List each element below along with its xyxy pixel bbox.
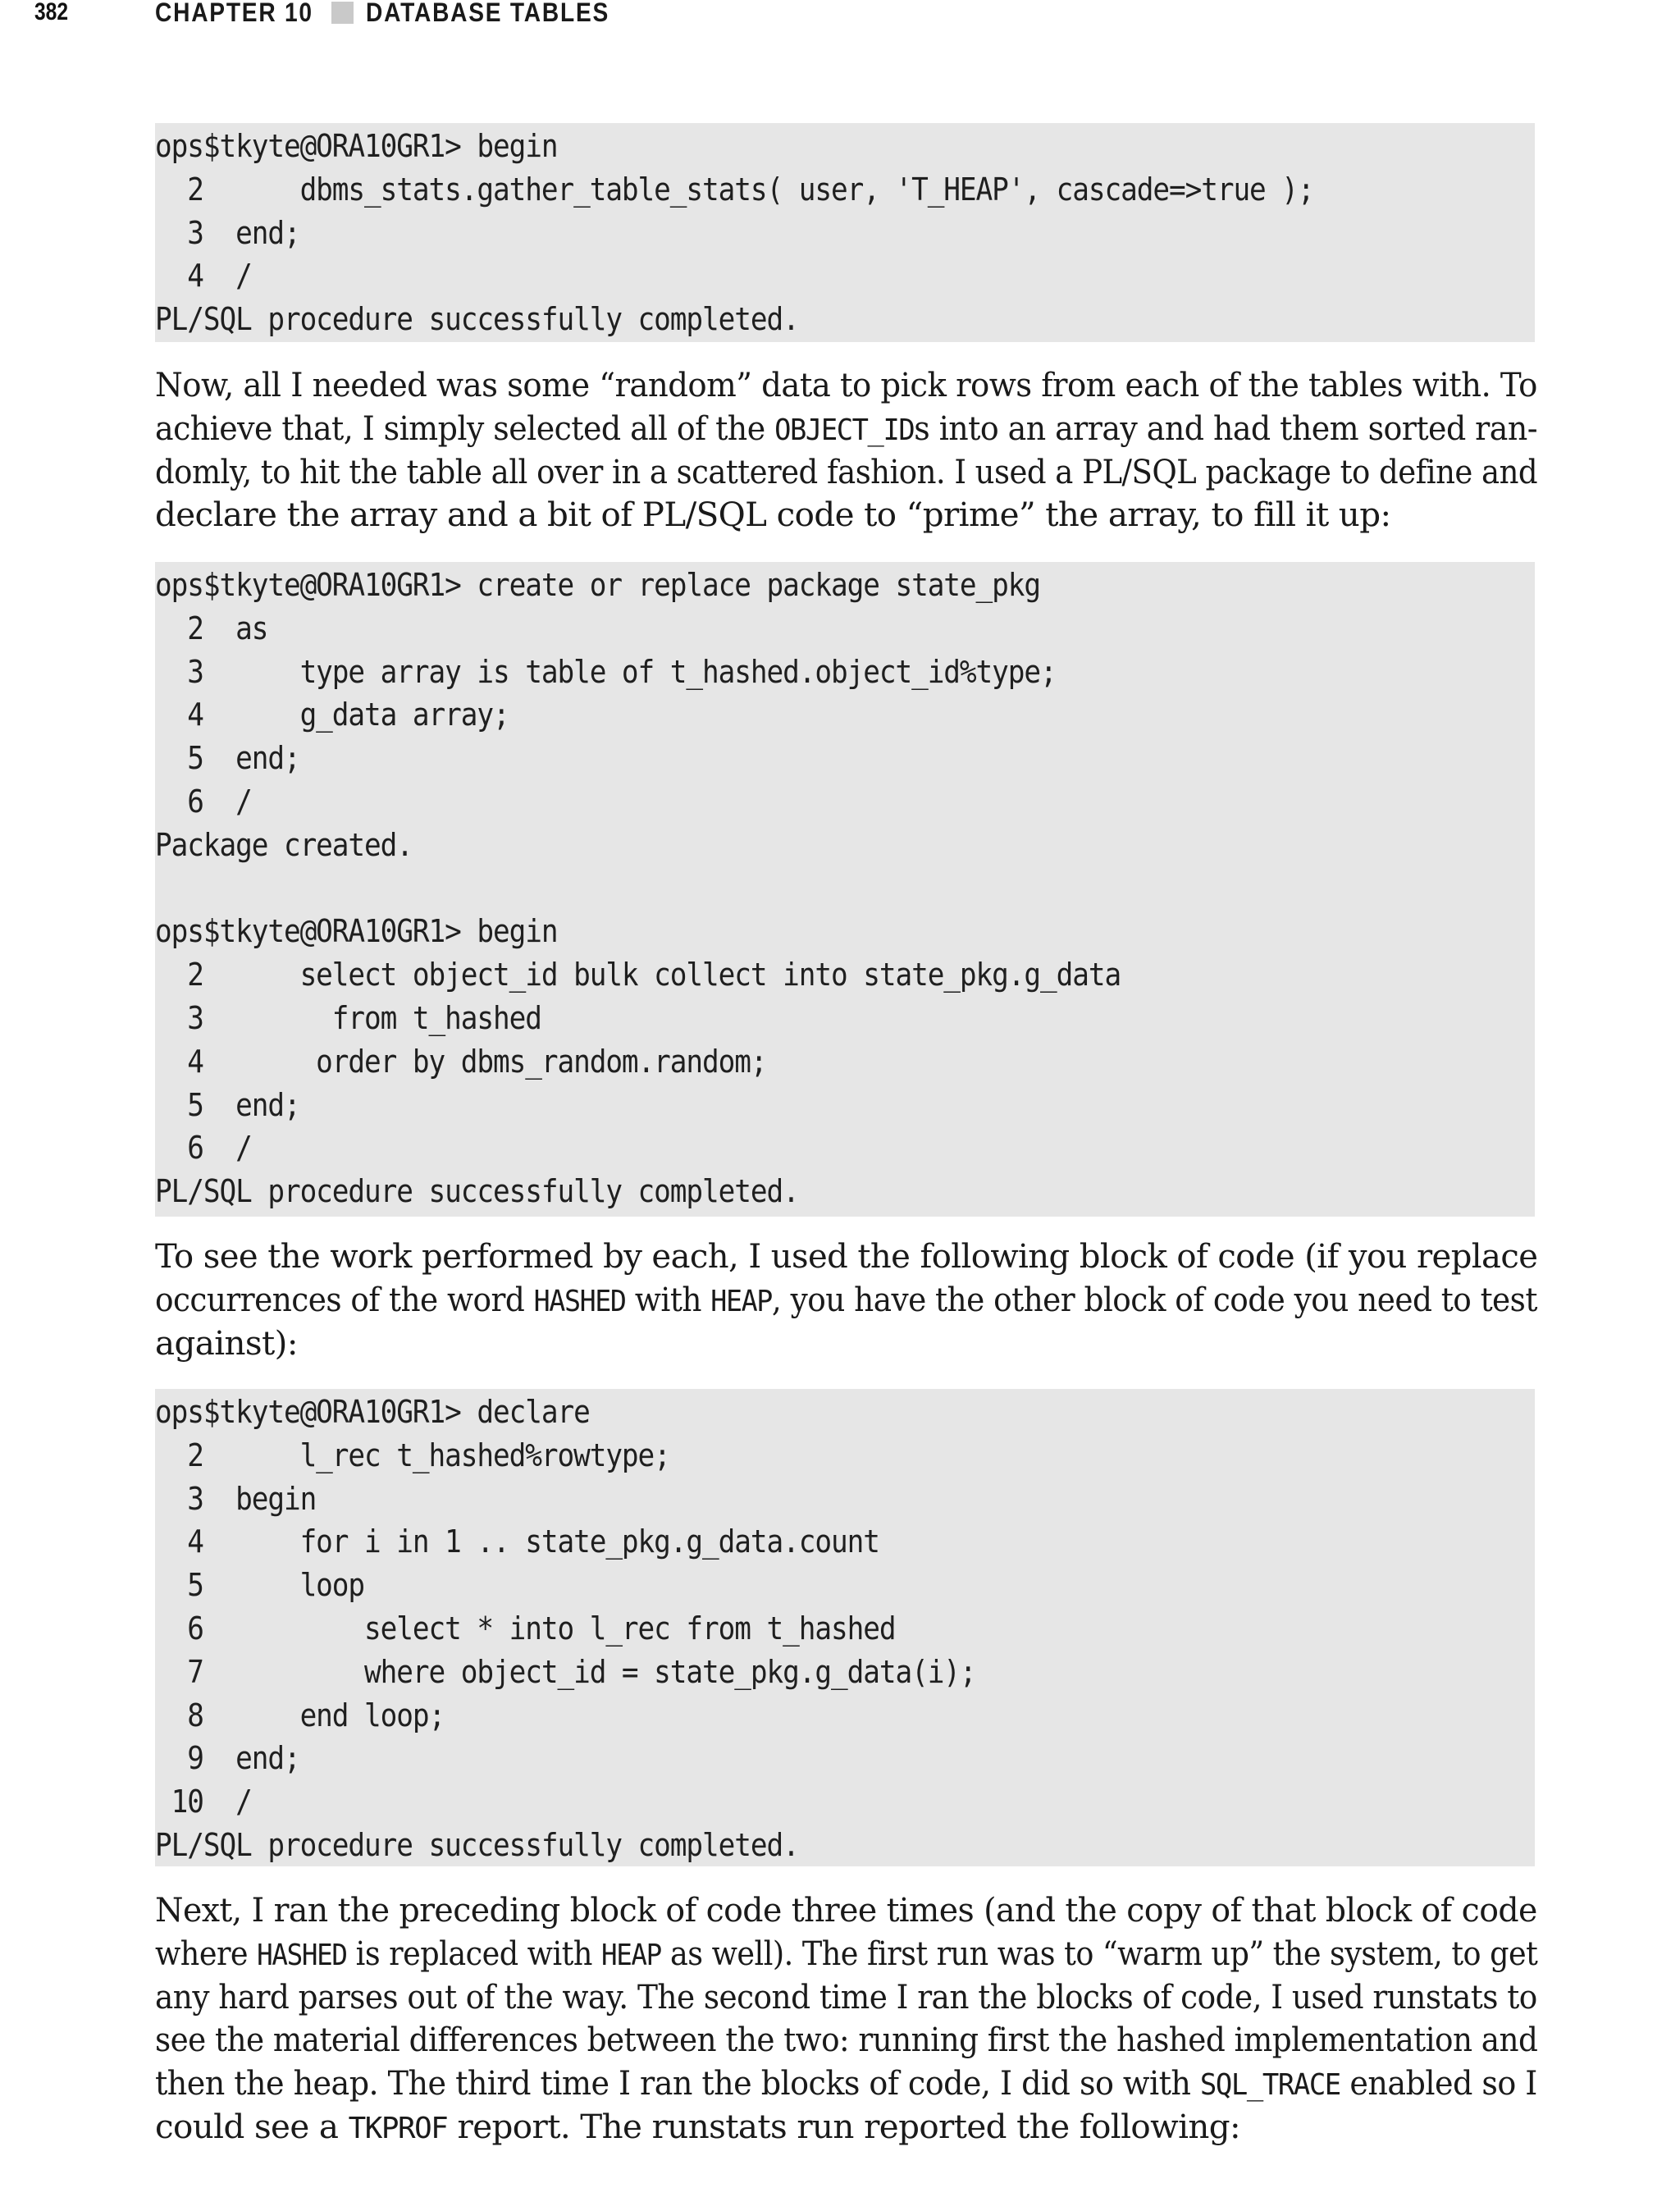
inline-code: HASHED — [257, 1938, 347, 1972]
text-line — [155, 1932, 1538, 1975]
inline-code: HEAP — [710, 1284, 772, 1318]
text-line — [155, 2105, 1537, 2149]
code-line — [155, 867, 1404, 911]
code-line: 3 begin — [155, 1480, 317, 1517]
text-run: To see the work performed by each, I used the following block of code (if you replace — [155, 1236, 1538, 1276]
text-run: any hard parses out of the way. The second time I ran the blocks of code, I used runstats to — [155, 1976, 1537, 2017]
text-line — [155, 2062, 1537, 2105]
text-line — [155, 407, 1537, 450]
text-run: achieve that, I simply selected all of the — [155, 408, 775, 448]
text-run: then the heap. The third time I ran the blocks of code, I did so with — [155, 2063, 1200, 2103]
text-run: Next, I ran the preceding block of code three times (and the copy of that block of code — [155, 1890, 1537, 1930]
paragraph-1 — [155, 363, 1541, 537]
code-line: 3 type array is table of t_hashed.object_id%type; — [155, 653, 1057, 690]
inline-code: TKPROF — [348, 2111, 448, 2145]
code-line: 5 end; — [155, 1086, 300, 1123]
text-run: s into an array and had them sorted ran- — [914, 408, 1537, 448]
text-line — [155, 1322, 1537, 1365]
text-line — [155, 363, 1537, 407]
text-run: declare the array and a bit of PL/SQL code to “prime” the array, to fill it up: — [155, 495, 1391, 535]
chapter-label: CHAPTER 10 — [155, 0, 313, 27]
code-line: 4 order by dbms_random.random; — [155, 1043, 767, 1080]
code-line: 4 / — [155, 258, 252, 295]
code-line: 10 / — [155, 1784, 252, 1820]
code-line: 3 from t_hashed — [155, 999, 541, 1036]
text-run: against): — [155, 1322, 298, 1363]
text-run: enabled so I — [1340, 2063, 1537, 2103]
text-line — [155, 1235, 1538, 1278]
code-line: Package created. — [155, 826, 413, 863]
text-line — [155, 2018, 1538, 2062]
text-run: where — [155, 1933, 258, 1973]
code-line: 6 select * into l_rec from t_hashed — [155, 1610, 896, 1647]
code-line: 9 end; — [155, 1740, 300, 1777]
code-line: PL/SQL procedure successfully completed. — [155, 301, 799, 338]
page-number: 382 — [34, 0, 69, 25]
paragraph-2 — [155, 1235, 1541, 1364]
text-line — [155, 1278, 1537, 1322]
code-line: ops$tkyte@ORA10GR1> declare — [155, 1394, 590, 1430]
code-line: 5 loop — [155, 1567, 365, 1604]
code-line: PL/SQL procedure successfully completed. — [155, 1826, 799, 1863]
text-run: Now, all I needed was some “random” data to pick rows from each of the tables with. To — [155, 365, 1537, 404]
code-line: 8 end loop; — [155, 1697, 445, 1733]
text-run: occurrences of the word — [155, 1279, 534, 1319]
text-run: report. The runstats run reported the following: — [447, 2106, 1241, 2146]
code-line: ops$tkyte@ORA10GR1> create or replace package state_pkg — [155, 567, 1041, 603]
code-line: 2 l_rec t_hashed%rowtype; — [155, 1436, 670, 1473]
inline-code: SQL_TRACE — [1199, 2068, 1340, 2103]
code-line: ops$tkyte@ORA10GR1> begin — [155, 913, 558, 950]
code-line: ops$tkyte@ORA10GR1> begin — [155, 128, 558, 164]
paragraph-3 — [155, 1889, 1541, 2149]
running-header — [0, 0, 1680, 33]
text-run: could see a — [155, 2106, 349, 2146]
code-line: 6 / — [155, 1130, 252, 1167]
chapter-title: DATABASE TABLES — [366, 0, 610, 27]
code-block-2 — [155, 562, 1535, 1217]
text-line — [155, 450, 1538, 494]
text-run: with — [625, 1279, 711, 1319]
code-line: 2 select object_id bulk collect into state_pkg.g_data — [155, 957, 1121, 993]
code-line: 4 g_data array; — [155, 697, 509, 733]
inline-code: HASHED — [533, 1284, 626, 1318]
text-line — [155, 1975, 1537, 2019]
text-line — [155, 493, 1537, 537]
text-run: as well). The first run was to “warm up” the system, to get — [660, 1933, 1538, 1973]
text-run: see the material differences between the two: running first the hashed implementation and — [155, 2020, 1538, 2060]
code-line: 3 end; — [155, 214, 300, 251]
code-block-3 — [155, 1389, 1535, 1866]
text-run: domly, to hit the table all over in a scattered fashion. I used a PL/SQL package to define and — [155, 451, 1538, 491]
code-line: 2 as — [155, 610, 268, 646]
code-block-1 — [155, 123, 1535, 342]
inline-code: HEAP — [600, 1938, 661, 1972]
code-line: 6 / — [155, 783, 252, 820]
text-run: is replaced with — [346, 1933, 601, 1973]
code-line: 7 where object_id = state_pkg.g_data(i); — [155, 1653, 976, 1690]
chapter-separator-square — [331, 2, 354, 24]
text-line — [155, 1889, 1537, 1932]
inline-code: OBJECT_ID — [774, 413, 915, 447]
code-line: PL/SQL procedure successfully completed. — [155, 1173, 799, 1210]
code-line: 2 dbms_stats.gather_table_stats( user, 'T_HEAP', cascade=>true ); — [155, 171, 1314, 208]
code-line: 4 for i in 1 .. state_pkg.g_data.count — [155, 1523, 879, 1560]
code-line: 5 end; — [155, 740, 300, 777]
text-run: , you have the other block of code you need to test — [771, 1279, 1537, 1319]
